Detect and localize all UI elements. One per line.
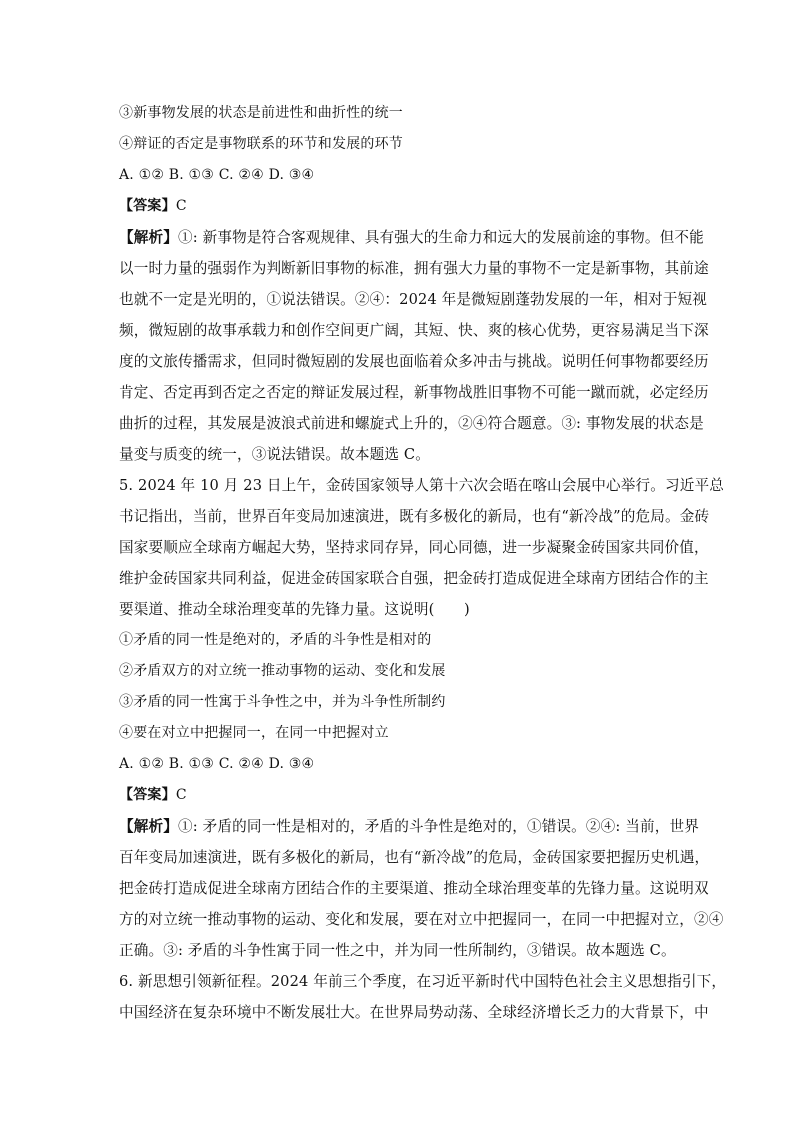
answer-tag: 【答案】 [119, 787, 176, 803]
q5-option-4: ④要在对立中把握同一，在同一中把握对立 [119, 725, 389, 741]
stem-line: 维护金砖国家共同利益，促进金砖国家联合自强，把金砖打造成促进全球南方团结合作的主 [119, 570, 709, 587]
q6-stem [119, 966, 727, 1028]
stem-line: 书记指出，当前，世界百年变局加速演进，既有多极化的新局，也有“新冷战”的危局。金砖 [119, 508, 710, 525]
stem-line: 5. 2024 年 10 月 23 日上午，金砖国家领导人第十六次会晤在喀山会展中心举行。习近平总 [119, 477, 724, 494]
document-page [119, 98, 727, 1028]
analysis-line: 度的文旅传播需求，但同时微短剧的发展也面临着众多冲击与挑战。说明任何事物都要经历 [119, 353, 709, 370]
answer-value: C [175, 198, 187, 214]
q5-option-1: ①矛盾的同一性是绝对的，矛盾的斗争性是相对的 [119, 632, 432, 648]
q4-option-4: ④辩证的否定是事物联系的环节和发展的环节 [119, 136, 403, 152]
q5-analysis [119, 811, 724, 966]
analysis-line: 【解析】①: 新事物是符合客观规律、具有强大的生命力和远大的发展前途的事物。但不能 [119, 229, 704, 246]
analysis-line: 正确。③: 矛盾的斗争性寓于同一性之中，并为同一性所制约，③错误。故本题选 C。 [119, 942, 676, 959]
analysis-tag: 【解析】 [119, 229, 178, 246]
analysis-line: 也就不一定是光明的，①说法错误。②④：2024 年是微短剧蓬勃发展的一年，相对于短视 [119, 291, 708, 308]
q5-choices: A. ①② B. ①③ C. ②④ D. ③④ [119, 756, 315, 772]
q4-option-3: ③新事物发展的状态是前进性和曲折性的统一 [119, 105, 403, 121]
q4-analysis [119, 222, 709, 470]
q5-answer [119, 780, 679, 811]
analysis-tag: 【解析】 [119, 818, 178, 835]
q4-choices: A. ①② B. ①③ C. ②④ D. ③④ [119, 167, 315, 183]
analysis-line: 方的对立统一推动事物的运动、变化和发展，要在对立中把握同一，在同一中把握对立，②④ [119, 911, 724, 928]
answer-value: C [175, 787, 187, 803]
answer-tag: 【答案】 [119, 198, 176, 214]
analysis-line: 【解析】①: 矛盾的同一性是相对的，矛盾的斗争性是绝对的，①错误。②④: 当前，世界 [119, 818, 699, 835]
analysis-line: 百年变局加速演进，既有多极化的新局，也有“新冷战”的危局，金砖国家要把握历史机遇， [119, 849, 710, 866]
q5-option-2: ②矛盾双方的对立统一推动事物的运动、变化和发展 [119, 663, 446, 679]
q4-answer [119, 191, 679, 222]
analysis-line: 以一时力量的强弱作为判断新旧事物的标准，拥有强大力量的事物不一定是新事物，其前途 [119, 260, 709, 277]
analysis-line: 量变与质变的统一，③说法错误。故本题选 C。 [119, 446, 430, 463]
stem-line: 国家要顺应全球南方崛起大势，坚持求同存异，同心同德，进一步凝聚金砖国家共同价值， [119, 539, 709, 556]
stem-line: 6. 新思想引领新征程。2024 年前三个季度，在习近平新时代中国特色社会主义思想指引下， [119, 973, 727, 990]
stem-line: 中国经济在复杂环境中不断发展壮大。在世界局势动荡、全球经济增长乏力的大背景下，中 [119, 1004, 709, 1021]
q5-option-3: ③矛盾的同一性寓于斗争性之中，并为斗争性所制约 [119, 694, 446, 710]
analysis-line: 把金砖打造成促进全球南方团结合作的主要渠道、推动全球治理变革的先锋力量。这说明双 [119, 880, 709, 897]
stem-line: 要渠道、推动全球治理变革的先锋力量。这说明( ) [119, 601, 470, 618]
analysis-line: 肯定、否定再到否定之否定的辩证发展过程，新事物战胜旧事物不可能一蹴而就，必定经历 [119, 384, 709, 401]
q5-stem [119, 470, 724, 625]
analysis-line: 曲折的过程，其发展是波浪式前进和螺旋式上升的，②④符合题意。③: 事物发展的状态是 [119, 415, 704, 432]
analysis-line: 频，微短剧的故事承载力和创作空间更广阔，其短、快、爽的核心优势，更容易满足当下深 [119, 322, 709, 339]
